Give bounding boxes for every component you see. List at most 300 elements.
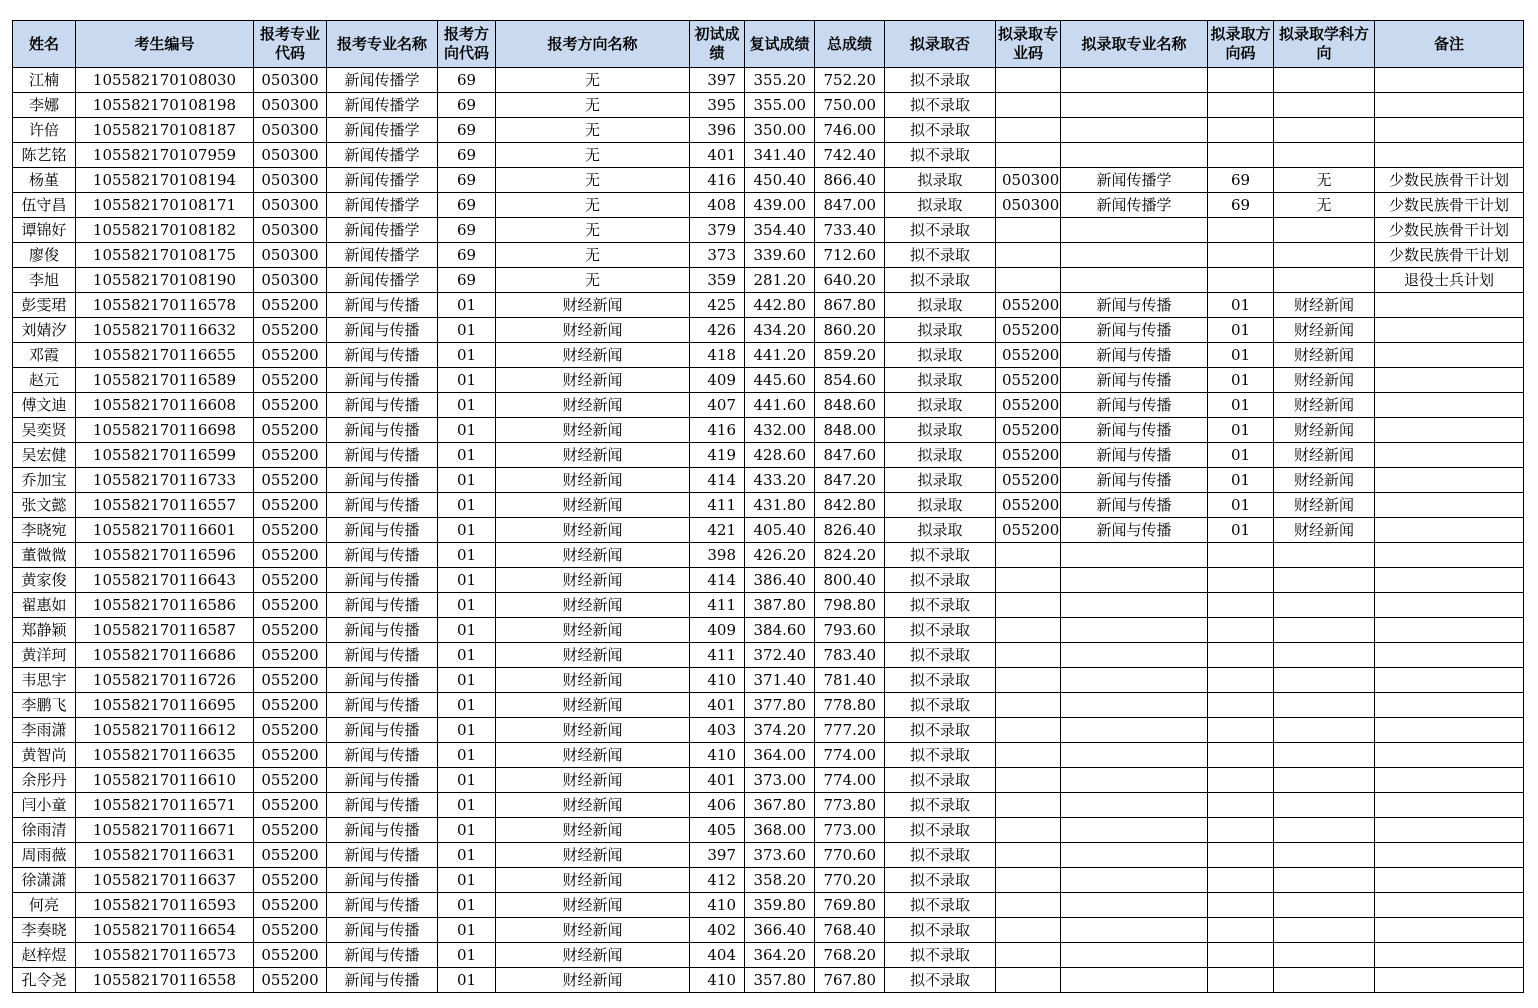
cell-admit-direction-code <box>1208 768 1274 793</box>
cell-admit-direction <box>1274 793 1375 818</box>
cell-direction-code: 01 <box>438 893 496 918</box>
cell-retest-score: 350.00 <box>745 118 815 143</box>
cell-retest-score: 431.80 <box>745 493 815 518</box>
cell-admit-major-code <box>996 893 1061 918</box>
cell-admit-direction <box>1274 93 1375 118</box>
cell-major-name: 新闻与传播 <box>327 868 438 893</box>
cell-direction-code: 01 <box>438 593 496 618</box>
cell-admit-major-code <box>996 843 1061 868</box>
cell-remarks: 少数民族骨干计划 <box>1375 193 1524 218</box>
cell-admit-major-code <box>996 668 1061 693</box>
cell-major-name: 新闻传播学 <box>327 93 438 118</box>
header-admission-status: 拟录取否 <box>885 21 996 68</box>
cell-admit-direction <box>1274 843 1375 868</box>
cell-exam-id: 105582170116671 <box>76 818 254 843</box>
cell-admission-status: 拟不录取 <box>885 68 996 93</box>
cell-admit-major-code <box>996 143 1061 168</box>
cell-major-name: 新闻与传播 <box>327 668 438 693</box>
cell-exam-id: 105582170108175 <box>76 243 254 268</box>
cell-remarks <box>1375 718 1524 743</box>
cell-direction-name: 财经新闻 <box>496 318 690 343</box>
cell-admit-direction-code <box>1208 593 1274 618</box>
cell-name: 许倍 <box>13 118 76 143</box>
cell-major-name: 新闻与传播 <box>327 768 438 793</box>
table-row <box>13 318 1524 343</box>
cell-name: 徐潇潇 <box>13 868 76 893</box>
cell-admit-major-name: 新闻与传播 <box>1061 318 1208 343</box>
cell-admit-direction-code <box>1208 943 1274 968</box>
cell-prelim-score: 401 <box>690 693 745 718</box>
table-row <box>13 118 1524 143</box>
cell-remarks: 少数民族骨干计划 <box>1375 218 1524 243</box>
header-retest-score: 复试成绩 <box>745 21 815 68</box>
cell-admit-major-code <box>996 818 1061 843</box>
cell-major-code: 055200 <box>254 743 327 768</box>
cell-remarks <box>1375 368 1524 393</box>
cell-total-score: 777.20 <box>815 718 885 743</box>
cell-admit-major-code <box>996 543 1061 568</box>
cell-remarks <box>1375 543 1524 568</box>
cell-prelim-score: 416 <box>690 418 745 443</box>
cell-total-score: 824.20 <box>815 543 885 568</box>
cell-name: 黄家俊 <box>13 568 76 593</box>
cell-admit-direction-code <box>1208 718 1274 743</box>
cell-retest-score: 341.40 <box>745 143 815 168</box>
cell-name: 孔令尧 <box>13 968 76 993</box>
cell-exam-id: 105582170107959 <box>76 143 254 168</box>
cell-total-score: 773.80 <box>815 793 885 818</box>
cell-major-code: 055200 <box>254 668 327 693</box>
cell-name: 傅文迪 <box>13 393 76 418</box>
cell-direction-code: 01 <box>438 943 496 968</box>
cell-total-score: 752.20 <box>815 68 885 93</box>
cell-direction-name: 财经新闻 <box>496 668 690 693</box>
cell-major-code: 055200 <box>254 518 327 543</box>
cell-admit-major-code: 050300 <box>996 168 1061 193</box>
cell-direction-code: 01 <box>438 318 496 343</box>
cell-admit-direction-code <box>1208 693 1274 718</box>
cell-admit-major-name: 新闻与传播 <box>1061 418 1208 443</box>
cell-name: 李鹏飞 <box>13 693 76 718</box>
cell-admission-status: 拟录取 <box>885 293 996 318</box>
cell-name: 李雨潇 <box>13 718 76 743</box>
table-row <box>13 218 1524 243</box>
cell-name: 吴宏健 <box>13 443 76 468</box>
table-row <box>13 168 1524 193</box>
cell-name: 何亮 <box>13 893 76 918</box>
table-row <box>13 93 1524 118</box>
cell-total-score: 866.40 <box>815 168 885 193</box>
cell-name: 谭锦好 <box>13 218 76 243</box>
cell-retest-score: 339.60 <box>745 243 815 268</box>
cell-admit-major-name <box>1061 93 1208 118</box>
cell-remarks <box>1375 868 1524 893</box>
table-row <box>13 193 1524 218</box>
header-major-name: 报考专业名称 <box>327 21 438 68</box>
cell-direction-name: 财经新闻 <box>496 343 690 368</box>
cell-admit-direction <box>1274 543 1375 568</box>
table-row <box>13 468 1524 493</box>
cell-remarks <box>1375 643 1524 668</box>
cell-exam-id: 105582170116558 <box>76 968 254 993</box>
cell-retest-score: 355.00 <box>745 93 815 118</box>
cell-remarks <box>1375 943 1524 968</box>
cell-admit-direction <box>1274 68 1375 93</box>
cell-admit-major-code <box>996 568 1061 593</box>
cell-retest-score: 374.20 <box>745 718 815 743</box>
cell-total-score: 733.40 <box>815 218 885 243</box>
cell-total-score: 769.80 <box>815 893 885 918</box>
cell-total-score: 826.40 <box>815 518 885 543</box>
cell-admission-status: 拟录取 <box>885 368 996 393</box>
cell-direction-code: 01 <box>438 793 496 818</box>
cell-direction-name: 财经新闻 <box>496 618 690 643</box>
cell-major-code: 055200 <box>254 593 327 618</box>
cell-retest-score: 432.00 <box>745 418 815 443</box>
cell-direction-name: 财经新闻 <box>496 568 690 593</box>
cell-major-name: 新闻与传播 <box>327 318 438 343</box>
cell-admission-status: 拟录取 <box>885 393 996 418</box>
cell-retest-score: 405.40 <box>745 518 815 543</box>
cell-direction-name: 财经新闻 <box>496 943 690 968</box>
cell-exam-id: 105582170116578 <box>76 293 254 318</box>
cell-exam-id: 105582170116596 <box>76 543 254 568</box>
cell-admission-status: 拟不录取 <box>885 968 996 993</box>
cell-major-name: 新闻传播学 <box>327 268 438 293</box>
cell-exam-id: 105582170108194 <box>76 168 254 193</box>
cell-prelim-score: 421 <box>690 518 745 543</box>
cell-direction-name: 财经新闻 <box>496 418 690 443</box>
cell-admit-major-name <box>1061 568 1208 593</box>
cell-admit-major-code <box>996 868 1061 893</box>
cell-admit-major-name <box>1061 643 1208 668</box>
cell-major-name: 新闻与传播 <box>327 718 438 743</box>
cell-name: 伍守昌 <box>13 193 76 218</box>
cell-admit-direction-code <box>1208 818 1274 843</box>
cell-admission-status: 拟不录取 <box>885 643 996 668</box>
cell-major-name: 新闻与传播 <box>327 368 438 393</box>
cell-admit-direction <box>1274 593 1375 618</box>
cell-admit-major-name: 新闻传播学 <box>1061 168 1208 193</box>
cell-admit-major-name <box>1061 268 1208 293</box>
cell-total-score: 770.60 <box>815 843 885 868</box>
cell-admit-direction: 无 <box>1274 193 1375 218</box>
cell-exam-id: 105582170116557 <box>76 493 254 518</box>
cell-major-name: 新闻与传播 <box>327 418 438 443</box>
cell-admit-major-name <box>1061 868 1208 893</box>
cell-major-code: 050300 <box>254 218 327 243</box>
cell-total-score: 712.60 <box>815 243 885 268</box>
cell-prelim-score: 409 <box>690 618 745 643</box>
cell-direction-code: 69 <box>438 268 496 293</box>
cell-exam-id: 105582170116686 <box>76 643 254 668</box>
cell-major-name: 新闻与传播 <box>327 943 438 968</box>
table-row <box>13 668 1524 693</box>
cell-admit-direction <box>1274 968 1375 993</box>
cell-major-code: 055200 <box>254 643 327 668</box>
cell-direction-code: 01 <box>438 568 496 593</box>
cell-direction-name: 财经新闻 <box>496 393 690 418</box>
cell-direction-code: 69 <box>438 118 496 143</box>
cell-direction-name: 财经新闻 <box>496 968 690 993</box>
cell-prelim-score: 426 <box>690 318 745 343</box>
cell-major-code: 055200 <box>254 843 327 868</box>
cell-retest-score: 366.40 <box>745 918 815 943</box>
cell-major-code: 055200 <box>254 768 327 793</box>
cell-direction-code: 01 <box>438 968 496 993</box>
cell-admit-major-code <box>996 718 1061 743</box>
cell-major-name: 新闻传播学 <box>327 243 438 268</box>
cell-retest-score: 367.80 <box>745 793 815 818</box>
cell-prelim-score: 410 <box>690 968 745 993</box>
cell-major-name: 新闻与传播 <box>327 818 438 843</box>
cell-direction-code: 69 <box>438 193 496 218</box>
cell-prelim-score: 416 <box>690 168 745 193</box>
cell-admit-direction <box>1274 218 1375 243</box>
table-row <box>13 268 1524 293</box>
cell-admit-major-name <box>1061 768 1208 793</box>
cell-retest-score: 384.60 <box>745 618 815 643</box>
cell-admit-major-name: 新闻与传播 <box>1061 443 1208 468</box>
cell-admit-direction-code <box>1208 68 1274 93</box>
cell-total-score: 848.60 <box>815 393 885 418</box>
table-row <box>13 68 1524 93</box>
cell-admit-direction: 财经新闻 <box>1274 368 1375 393</box>
cell-admit-major-code <box>996 743 1061 768</box>
cell-admit-major-code <box>996 618 1061 643</box>
cell-name: 徐雨清 <box>13 818 76 843</box>
cell-name: 杨堇 <box>13 168 76 193</box>
cell-prelim-score: 396 <box>690 118 745 143</box>
cell-direction-name: 无 <box>496 218 690 243</box>
cell-direction-code: 01 <box>438 918 496 943</box>
cell-direction-name: 财经新闻 <box>496 843 690 868</box>
cell-direction-name: 财经新闻 <box>496 768 690 793</box>
cell-major-name: 新闻与传播 <box>327 618 438 643</box>
table-row <box>13 293 1524 318</box>
cell-remarks <box>1375 93 1524 118</box>
cell-admit-major-name: 新闻与传播 <box>1061 493 1208 518</box>
cell-admit-direction: 财经新闻 <box>1274 443 1375 468</box>
cell-admit-direction <box>1274 743 1375 768</box>
cell-direction-code: 01 <box>438 818 496 843</box>
cell-admit-direction-code <box>1208 893 1274 918</box>
cell-admit-direction-code <box>1208 143 1274 168</box>
cell-admit-major-code: 055200 <box>996 318 1061 343</box>
cell-admission-status: 拟录取 <box>885 343 996 368</box>
cell-remarks <box>1375 818 1524 843</box>
cell-admit-direction-code <box>1208 118 1274 143</box>
cell-retest-score: 355.20 <box>745 68 815 93</box>
cell-admit-major-name <box>1061 918 1208 943</box>
table-row <box>13 343 1524 368</box>
cell-retest-score: 373.00 <box>745 768 815 793</box>
cell-remarks: 退役士兵计划 <box>1375 268 1524 293</box>
header-admit-direction-code: 拟录取方向码 <box>1208 21 1274 68</box>
cell-retest-score: 364.20 <box>745 943 815 968</box>
table-header <box>13 21 1524 68</box>
cell-admit-direction: 财经新闻 <box>1274 518 1375 543</box>
table-row <box>13 793 1524 818</box>
cell-remarks <box>1375 668 1524 693</box>
cell-direction-name: 财经新闻 <box>496 493 690 518</box>
cell-total-score: 859.20 <box>815 343 885 368</box>
cell-admit-major-code: 055200 <box>996 518 1061 543</box>
cell-exam-id: 105582170116612 <box>76 718 254 743</box>
cell-total-score: 767.80 <box>815 968 885 993</box>
cell-direction-name: 财经新闻 <box>496 518 690 543</box>
cell-remarks <box>1375 693 1524 718</box>
cell-admit-major-code <box>996 643 1061 668</box>
cell-admit-direction-code: 01 <box>1208 393 1274 418</box>
cell-admit-direction: 无 <box>1274 168 1375 193</box>
cell-prelim-score: 405 <box>690 818 745 843</box>
cell-admit-direction-code <box>1208 568 1274 593</box>
cell-major-name: 新闻与传播 <box>327 393 438 418</box>
cell-exam-id: 105582170108182 <box>76 218 254 243</box>
cell-exam-id: 105582170116733 <box>76 468 254 493</box>
cell-admit-major-name: 新闻与传播 <box>1061 518 1208 543</box>
cell-direction-code: 01 <box>438 543 496 568</box>
cell-exam-id: 105582170108030 <box>76 68 254 93</box>
cell-name: 李晓宛 <box>13 518 76 543</box>
cell-major-name: 新闻与传播 <box>327 743 438 768</box>
cell-prelim-score: 407 <box>690 393 745 418</box>
cell-direction-name: 财经新闻 <box>496 793 690 818</box>
cell-remarks <box>1375 518 1524 543</box>
cell-admission-status: 拟不录取 <box>885 118 996 143</box>
table-row <box>13 918 1524 943</box>
cell-major-name: 新闻传播学 <box>327 193 438 218</box>
cell-admit-direction-code <box>1208 543 1274 568</box>
cell-direction-name: 财经新闻 <box>496 818 690 843</box>
cell-retest-score: 433.20 <box>745 468 815 493</box>
cell-direction-code: 01 <box>438 743 496 768</box>
cell-admission-status: 拟录取 <box>885 318 996 343</box>
cell-remarks <box>1375 118 1524 143</box>
cell-admit-direction-code: 69 <box>1208 193 1274 218</box>
cell-prelim-score: 404 <box>690 943 745 968</box>
cell-admission-status: 拟不录取 <box>885 943 996 968</box>
cell-total-score: 640.20 <box>815 268 885 293</box>
cell-admit-major-name <box>1061 68 1208 93</box>
cell-exam-id: 105582170108171 <box>76 193 254 218</box>
cell-prelim-score: 402 <box>690 918 745 943</box>
cell-total-score: 774.00 <box>815 743 885 768</box>
header-major-code: 报考专业代码 <box>254 21 327 68</box>
cell-direction-name: 无 <box>496 243 690 268</box>
cell-direction-code: 01 <box>438 518 496 543</box>
cell-admit-major-code: 055200 <box>996 493 1061 518</box>
cell-exam-id: 105582170116571 <box>76 793 254 818</box>
cell-admit-direction <box>1274 643 1375 668</box>
cell-prelim-score: 412 <box>690 868 745 893</box>
cell-admit-direction: 财经新闻 <box>1274 343 1375 368</box>
cell-direction-code: 01 <box>438 368 496 393</box>
cell-prelim-score: 359 <box>690 268 745 293</box>
cell-admit-major-name <box>1061 743 1208 768</box>
cell-admit-major-name <box>1061 118 1208 143</box>
cell-total-score: 768.40 <box>815 918 885 943</box>
cell-name: 彭雯珺 <box>13 293 76 318</box>
table-row <box>13 843 1524 868</box>
cell-major-code: 050300 <box>254 168 327 193</box>
cell-admit-major-code <box>996 693 1061 718</box>
cell-prelim-score: 414 <box>690 568 745 593</box>
cell-admit-major-code <box>996 768 1061 793</box>
cell-admit-direction-code <box>1208 643 1274 668</box>
cell-admit-major-name <box>1061 893 1208 918</box>
cell-admit-direction-code <box>1208 618 1274 643</box>
cell-direction-name: 无 <box>496 118 690 143</box>
cell-admission-status: 拟录取 <box>885 518 996 543</box>
cell-exam-id: 105582170116593 <box>76 893 254 918</box>
cell-major-code: 055200 <box>254 868 327 893</box>
cell-admit-direction <box>1274 943 1375 968</box>
cell-major-code: 055200 <box>254 443 327 468</box>
cell-exam-id: 105582170116637 <box>76 868 254 893</box>
cell-prelim-score: 411 <box>690 593 745 618</box>
cell-admit-direction <box>1274 568 1375 593</box>
cell-major-name: 新闻与传播 <box>327 893 438 918</box>
cell-admit-major-code: 055200 <box>996 343 1061 368</box>
cell-retest-score: 357.80 <box>745 968 815 993</box>
cell-admit-direction-code <box>1208 968 1274 993</box>
cell-admit-direction-code <box>1208 743 1274 768</box>
cell-exam-id: 105582170116573 <box>76 943 254 968</box>
cell-prelim-score: 411 <box>690 643 745 668</box>
cell-direction-name: 财经新闻 <box>496 643 690 668</box>
cell-retest-score: 439.00 <box>745 193 815 218</box>
cell-admit-major-name <box>1061 668 1208 693</box>
cell-exam-id: 105582170116610 <box>76 768 254 793</box>
cell-prelim-score: 414 <box>690 468 745 493</box>
cell-remarks <box>1375 568 1524 593</box>
table-row <box>13 393 1524 418</box>
cell-retest-score: 386.40 <box>745 568 815 593</box>
cell-major-code: 055200 <box>254 493 327 518</box>
cell-exam-id: 105582170108187 <box>76 118 254 143</box>
cell-direction-code: 01 <box>438 293 496 318</box>
cell-major-code: 055200 <box>254 618 327 643</box>
cell-direction-code: 01 <box>438 718 496 743</box>
cell-direction-name: 财经新闻 <box>496 918 690 943</box>
cell-direction-name: 财经新闻 <box>496 368 690 393</box>
cell-direction-name: 无 <box>496 143 690 168</box>
cell-direction-name: 财经新闻 <box>496 593 690 618</box>
table-row <box>13 818 1524 843</box>
cell-admit-major-code <box>996 268 1061 293</box>
cell-prelim-score: 401 <box>690 143 745 168</box>
cell-admit-direction <box>1274 718 1375 743</box>
cell-admission-status: 拟录取 <box>885 168 996 193</box>
cell-admit-major-name <box>1061 718 1208 743</box>
table-row <box>13 518 1524 543</box>
cell-total-score: 842.80 <box>815 493 885 518</box>
cell-admit-direction-code: 01 <box>1208 443 1274 468</box>
table-row <box>13 718 1524 743</box>
cell-admit-direction <box>1274 818 1375 843</box>
cell-admit-major-name <box>1061 793 1208 818</box>
cell-exam-id: 105582170116601 <box>76 518 254 543</box>
cell-retest-score: 441.60 <box>745 393 815 418</box>
cell-prelim-score: 418 <box>690 343 745 368</box>
cell-prelim-score: 408 <box>690 193 745 218</box>
cell-remarks <box>1375 593 1524 618</box>
cell-retest-score: 373.60 <box>745 843 815 868</box>
cell-major-name: 新闻传播学 <box>327 118 438 143</box>
cell-retest-score: 377.80 <box>745 693 815 718</box>
